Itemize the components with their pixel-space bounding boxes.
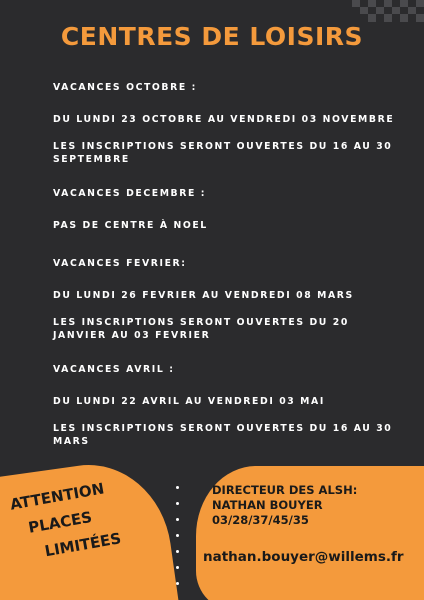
director-phone: 03/28/37/45/35: [212, 513, 309, 527]
director-contact: [212, 483, 417, 528]
checker-decoration: [352, 0, 424, 22]
section-inscriptions: LES INSCRIPTIONS SERONT OUVERTES DU 20 JANVIER AU 03 FEVRIER: [53, 317, 349, 341]
director-email: nathan.bouyer@willems.fr: [203, 549, 404, 565]
schedule: [53, 82, 398, 470]
director-role: DIRECTEUR DES ALSH:: [212, 483, 358, 497]
section-inscriptions: LES INSCRIPTIONS SERONT OUVERTES DU 16 AU 30 MARS: [53, 423, 393, 447]
page-title: CENTRES DE LOISIRS: [60, 22, 364, 51]
attention-line: LIMITÉES: [43, 529, 123, 561]
section-heading: VACANCES OCTOBRE :: [53, 82, 197, 93]
section-dates: PAS DE CENTRE À NOEL: [53, 219, 208, 231]
section-heading: VACANCES DECEMBRE :: [53, 188, 207, 199]
section-dates: DU LUNDI 22 AVRIL AU VENDREDI 03 MAI: [53, 395, 325, 407]
attention-line: ATTENTION: [8, 479, 106, 514]
director-name: NATHAN BOUYER: [212, 498, 323, 512]
attention-line: PLACES: [26, 507, 94, 537]
section-dates: DU LUNDI 26 FEVRIER AU VENDREDI 08 MARS: [53, 289, 354, 301]
section-inscriptions: LES INSCRIPTIONS SERONT OUVERTES DU 16 AU 30 SEPTEMBRE: [53, 141, 393, 165]
section-heading: VACANCES AVRIL :: [53, 364, 175, 375]
section-heading: VACANCES FEVRIER:: [53, 258, 187, 269]
section-dates: DU LUNDI 23 OCTOBRE AU VENDREDI 03 NOVEMBRE: [53, 113, 395, 125]
